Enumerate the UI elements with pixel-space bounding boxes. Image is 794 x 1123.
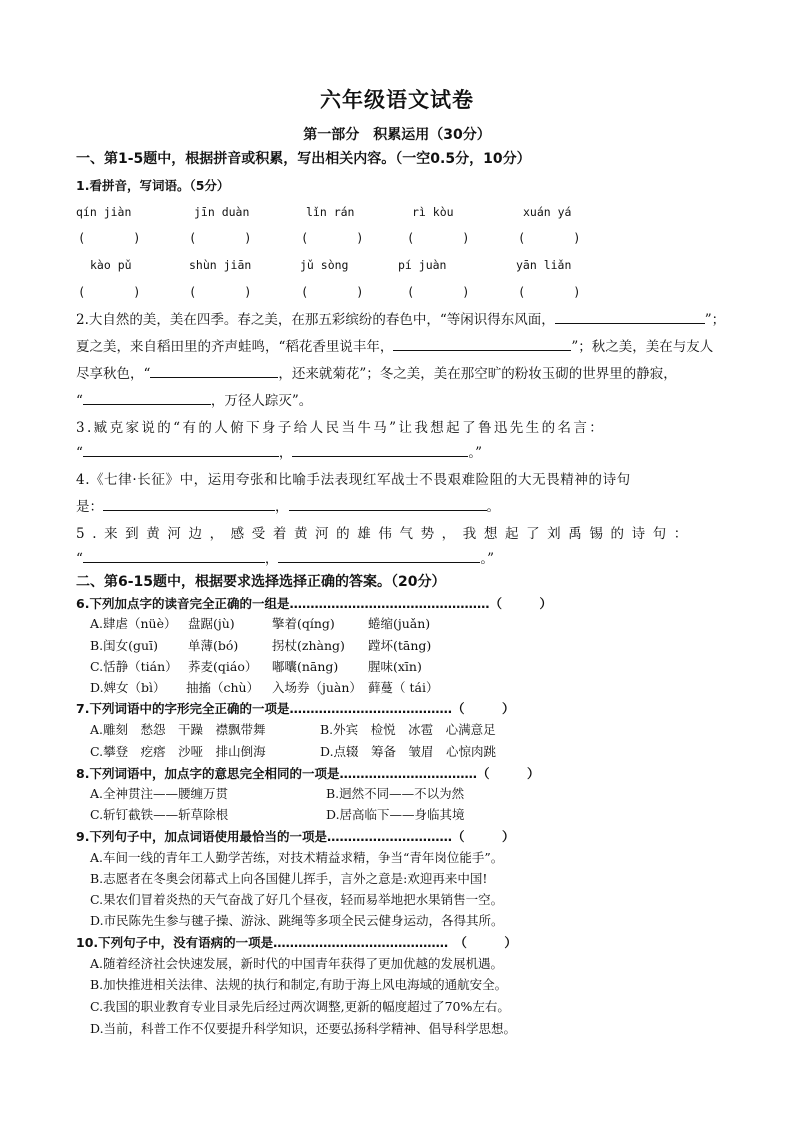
- q6-option-b-4[interactable]: 蹚坏(tāng): [368, 638, 432, 653]
- q9-option-d[interactable]: D.市民陈先生参与毽子操、游泳、跳绳等多项全民云健身运动，各得其所。: [90, 913, 504, 928]
- pinyin-1: qín jiàn: [76, 205, 132, 219]
- fill-blank[interactable]: [103, 498, 275, 511]
- q7-option-d[interactable]: D.点辍 筹备 皱眉 心惊肉跳: [320, 744, 497, 759]
- answer-blank-7[interactable]: ( ): [189, 285, 252, 299]
- q2-text-1b: ”；: [704, 312, 726, 328]
- fill-blank[interactable]: [393, 338, 571, 351]
- q3-text-2a: “: [76, 445, 83, 461]
- q8-header: 8.下列词语中，加点字的意思完全相同的一项是……………………………（ ）: [76, 766, 540, 781]
- q4-text-2a: 是：: [76, 499, 103, 515]
- answer-blank-5[interactable]: ( ): [518, 231, 581, 245]
- q3-text-2b: ，: [278, 445, 293, 461]
- q5-text-2a: “: [76, 551, 83, 567]
- pinyin-7: shùn jiān: [189, 258, 252, 272]
- q5-line1: 5.来到黄河边，感受着黄河的雄伟气势，我想起了刘禹锡的诗句：: [76, 526, 695, 542]
- q6-option-a-2[interactable]: 盘踞(jù): [188, 616, 235, 631]
- q4-line1: 4.《七律·长征》中，运用夸张和比喻手法表现红军战士不畏艰难险阻的大无畏精神的诗句: [76, 472, 631, 488]
- q4-text-2c: 。: [486, 499, 500, 515]
- q2-text-3a: 尽享秋色，“: [76, 366, 151, 382]
- q2-line4: [76, 389, 312, 409]
- q7-option-a[interactable]: A.雕刻 愁怨 干躁 襟飘带舞: [90, 722, 266, 737]
- q10-option-a[interactable]: A.随着经济社会快速发展，新时代的中国青年获得了更加优越的发展机遇。: [90, 956, 504, 971]
- exam-title: 六年级语文试卷: [320, 87, 474, 112]
- q8-option-b[interactable]: B.迥然不同——不以为然: [326, 786, 465, 801]
- pinyin-9: pí juàn: [398, 258, 447, 272]
- pinyin-3: lǐn rán: [306, 205, 355, 219]
- answer-blank-10[interactable]: ( ): [518, 285, 581, 299]
- q2-text-4a: “: [76, 393, 83, 409]
- q3-text-2c: 。”: [468, 445, 483, 461]
- section-one-heading: 一、第1-5题中，根据拼音或积累，写出相关内容。（一空0.5分，10分）: [76, 151, 531, 167]
- q6-option-d-2[interactable]: 抽搐（chù）: [186, 680, 260, 695]
- q2-line1: [76, 308, 725, 328]
- q5-text-2b: ，: [264, 551, 279, 567]
- pinyin-6: kào pǔ: [90, 258, 132, 272]
- q8-option-a[interactable]: A.全神贯注——腰缠万贯: [90, 786, 229, 801]
- q5-line2: [76, 547, 494, 567]
- q2-line2: [76, 335, 713, 355]
- q2-text-2b: ”；秋之美，美在与友人: [571, 339, 714, 355]
- q3-line1: 3.臧克家说的“有的人俯下身子给人民当牛马”让我想起了鲁迅先生的名言：: [76, 420, 606, 436]
- pinyin-10: yān liǎn: [516, 258, 572, 272]
- q6-option-a-4[interactable]: 蜷缩(juǎn): [368, 616, 431, 631]
- q1-header: 1.看拼音，写词语。（5分）: [76, 178, 230, 193]
- answer-blank-8[interactable]: ( ): [301, 285, 364, 299]
- answer-blank-2[interactable]: ( ): [189, 231, 252, 245]
- q6-option-a-3[interactable]: 擎着(qíng): [272, 616, 335, 631]
- q6-header: 6.下列加点字的读音完全正确的一组是…………………………………………（ ）: [76, 596, 552, 611]
- q4-line2: [76, 495, 500, 515]
- q6-option-b-3[interactable]: 拐杖(zhàng): [272, 638, 345, 653]
- part-one-heading: 第一部分 积累运用（30分）: [303, 127, 491, 143]
- answer-blank-4[interactable]: ( ): [407, 231, 470, 245]
- q3-line2: [76, 441, 482, 461]
- pinyin-8: jǔ sòng: [300, 258, 349, 272]
- q6-option-d-4[interactable]: 藓蔓（ tái）: [368, 680, 439, 695]
- q6-option-b-1[interactable]: B.闺女(guī): [90, 638, 158, 653]
- q5-text-2c: 。”: [480, 551, 495, 567]
- pinyin-4: rì kòu: [412, 205, 454, 219]
- q8-option-c[interactable]: C.斩钉截铁——斩草除根: [90, 807, 229, 822]
- fill-blank[interactable]: [83, 444, 279, 457]
- q9-option-b[interactable]: B.志愿者在冬奥会闭幕式上向各国健儿挥手，言外之意是:欢迎再来中国!: [90, 871, 488, 886]
- fill-blank[interactable]: [150, 365, 278, 378]
- answer-blank-1[interactable]: ( ): [78, 231, 141, 245]
- q10-option-d[interactable]: D.当前，科普工作不仅要提升科学知识，还要弘扬科学精神、倡导科学思想。: [90, 1021, 517, 1036]
- pinyin-2: jīn duàn: [194, 205, 250, 219]
- q2-text-4b: ，万径人踪灭”。: [210, 393, 313, 409]
- fill-blank[interactable]: [292, 444, 468, 457]
- q7-header: 7.下列词语中的字形完全正确的一项是…………………………………（ ）: [76, 701, 515, 716]
- q6-option-c-3[interactable]: 嘟囔(nāng): [272, 659, 339, 674]
- answer-blank-9[interactable]: ( ): [407, 285, 470, 299]
- q6-option-d-3[interactable]: 入场券（juàn）: [272, 680, 362, 695]
- fill-blank[interactable]: [83, 392, 211, 405]
- q7-option-b[interactable]: B.外宾 检悦 冰雹 心满意足: [320, 722, 496, 737]
- q2-text-1a: 2.大自然的美，美在四季。春之美，在那五彩缤纷的春色中，“等闲识得东风面，: [76, 312, 555, 328]
- q4-text-2b: ，: [275, 499, 289, 515]
- pinyin-5: xuán yá: [523, 205, 572, 219]
- q10-option-b[interactable]: B.加快推进相关法律、法规的执行和制定,有助于海上风电海域的通航安全。: [90, 977, 508, 992]
- section-two-heading: 二、第6-15题中，根据要求选择选择正确的答案。（20分）: [76, 574, 446, 590]
- q6-option-d-1[interactable]: D.婢女（bì）: [90, 680, 166, 695]
- q2-line3: [76, 362, 677, 382]
- q2-text-2a: 夏之美，来自稻田里的齐声蛙鸣，“稻花香里说丰年，: [76, 339, 394, 355]
- q9-header: 9.下列句子中，加点词语使用最恰当的一项是…………………………（ ）: [76, 829, 515, 844]
- fill-blank[interactable]: [289, 498, 487, 511]
- q6-option-c-1[interactable]: C.恬静（tián）: [90, 659, 178, 674]
- answer-blank-6[interactable]: ( ): [78, 285, 141, 299]
- answer-blank-3[interactable]: ( ): [301, 231, 364, 245]
- fill-blank[interactable]: [278, 550, 480, 563]
- q6-option-c-4[interactable]: 腥味(xīn): [368, 659, 422, 674]
- q10-option-c[interactable]: C.我国的职业教育专业目录先后经过两次调整,更新的幅度超过了70%左右。: [90, 999, 510, 1014]
- fill-blank[interactable]: [555, 311, 705, 324]
- q9-option-c[interactable]: C.果农们冒着炎热的天气奋战了好几个昼夜，轻而易举地把水果销售一空。: [90, 892, 504, 907]
- q7-option-c[interactable]: C.攀登 疙瘩 沙哑 排山倒海: [90, 744, 266, 759]
- q9-option-a[interactable]: A.车间一线的青年工人勤学苦练，对技术精益求精，争当“青年岗位能手”。: [90, 850, 504, 865]
- fill-blank[interactable]: [83, 550, 265, 563]
- q6-option-b-2[interactable]: 单薄(bó): [188, 638, 239, 653]
- q2-text-3b: ，还来就菊花”；冬之美，美在那空旷的粉妆玉砌的世界里的静寂，: [278, 366, 677, 382]
- q6-option-a-1[interactable]: A.肆虐（nüè）: [90, 616, 177, 631]
- q8-option-d[interactable]: D.居高临下——身临其境: [326, 807, 465, 822]
- q6-option-c-2[interactable]: 荞麦(qiáo）: [188, 659, 258, 674]
- q10-header: 10.下列句子中，没有语病的一项是…………………………………… （ ）: [76, 935, 517, 950]
